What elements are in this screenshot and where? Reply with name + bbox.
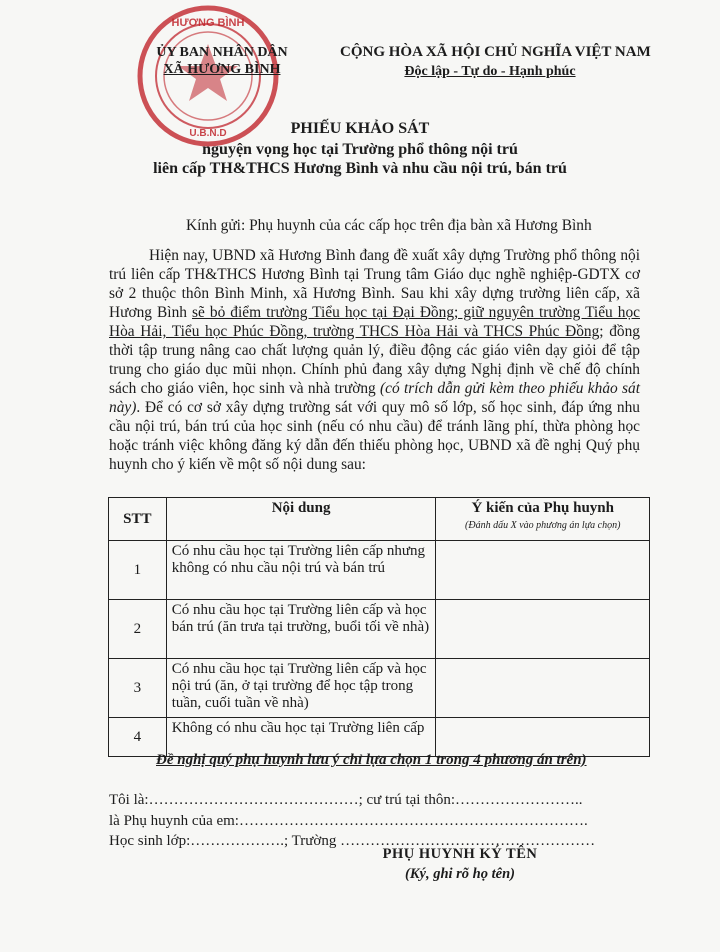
survey-table [108,497,650,757]
body-part-italic: (có trích dẫn gửi kèm theo phiếu khảo sát này) [109,380,640,416]
row-content: Có nhu cầu học tại Trường liên cấp và học bán trú (ăn trưa tại trường, buổi tối về nhà) [166,600,436,659]
row-content: Có nhu cầu học tại Trường liên cấp và học nội trú (ăn, ở tại trường để học tập trong tuần, cuối tuần về nhà) [166,659,436,718]
option-4-answer-cell[interactable] [436,718,650,757]
header-opinion [436,498,650,541]
option-3-answer-cell[interactable] [436,659,650,718]
body-paragraph [109,246,640,474]
doc-subtitle-2: liên cấp TH&THCS Hương Bình và nhu cầu nội trú, bán trú [153,160,567,177]
body-part-a: Hiện nay, UBND xã Hương Bình đang đề xuất xây dựng Trường phổ thông nội trú liên cấp TH&THCS Hương Bình tại Trung tâm Giáo dục nghề nghiệp-GDTX cơ sở 2 thuộc thôn Bình Minh, xã Hương Bình. Sau khi xây dựng trường liên cấp, xã Hương Bình [109,247,640,321]
svg-text:U.B.N.D: U.B.N.D [189,128,227,139]
row-content: Không có nhu cầu học tại Trường liên cấp [166,718,436,757]
class-school-line[interactable]: Học sinh lớp:……………….; Trường …………………………………………… [109,833,596,849]
option-1-answer-cell[interactable] [436,541,650,600]
signature-title: PHỤ HUYNH KÝ TÊN [382,846,538,862]
header-opinion-note: (Đánh dấu X vào phương án lựa chọn) [465,520,621,531]
header-stt: STT [109,498,167,541]
table-header-row [109,498,650,541]
national-motto-line1: CỘNG HÒA XÃ HỘI CHỦ NGHĨA VIỆT NAM [340,44,651,60]
table-row [109,659,650,718]
agency-header [142,44,302,78]
agency-line1: ỦY BAN NHÂN DÂN [156,45,288,60]
option-2-answer-cell[interactable] [436,600,650,659]
parent-name-line[interactable]: Tôi là:……………………………………; cư trú tại thôn:…………………….. [109,792,583,808]
header-content: Nội dung [166,498,436,541]
official-stamp [128,4,288,164]
svg-text:HƯƠNG BÌNH: HƯƠNG BÌNH [171,17,245,29]
header-opinion-label: Ý kiến của Phụ huynh [471,500,614,516]
body-part-b: ; đồng thời tập trung nâng cao chất lượng quản lý, điều động các giáo viên dạy giỏi để tập trung cho giáo dục mũi nhọn. Chính phủ đang xây dựng Nghị định về chế độ chính sách cho giáo viên, học sinh và nhà trường [109,323,640,397]
body-part-c: . Để có cơ sở xây dựng trường sát với quy mô số lớp, số học sinh, đáp ứng nhu cầu nội trú, bán trú của học sinh (nếu có nhu cầu) để tránh lãng phí, thừa phòng học hoặc tránh việc không đăng ký dẫn đến thiếu phòng học, UBND xã đề nghị Quý phụ huynh cho ý kiến về một số nội dung sau: [109,399,640,473]
row-stt: 2 [109,600,167,659]
row-stt: 1 [109,541,167,600]
body-part-underlined: sẽ bỏ điểm trường Tiểu học tại Đại Đồng; giữ nguyên trường Tiểu học Hòa Hải, Tiểu học Phúc Đồng, trường THCS Hòa Hải và THCS Phúc Đồng [109,304,640,340]
doc-title: PHIẾU KHẢO SÁT [290,120,430,137]
doc-subtitle-1: nguyện vọng học tại Trường phổ thông nội trú [202,141,518,158]
row-stt: 4 [109,718,167,757]
row-stt: 3 [109,659,167,718]
selection-notice: Đề nghị quý phụ huynh lưu ý chỉ lựa chọn 1 trong 4 phương án trên) [156,752,587,768]
signature-note: (Ký, ghi rõ họ tên) [405,866,515,882]
table-row [109,600,650,659]
child-name-line[interactable]: là Phụ huynh của em:……………………………………………………………. [109,813,588,829]
agency-line2: XÃ HƯƠNG BÌNH [163,62,281,77]
row-content: Có nhu cầu học tại Trường liên cấp nhưng không có nhu cầu nội trú và bán trú [166,541,436,600]
greeting: Kính gửi: Phụ huynh của các cấp học trên địa bàn xã Hương Bình [186,217,592,234]
national-header [340,42,651,82]
national-motto-line2: Độc lập - Tự do - Hạnh phúc [404,64,576,79]
table-row [109,718,650,757]
table-row [109,541,650,600]
